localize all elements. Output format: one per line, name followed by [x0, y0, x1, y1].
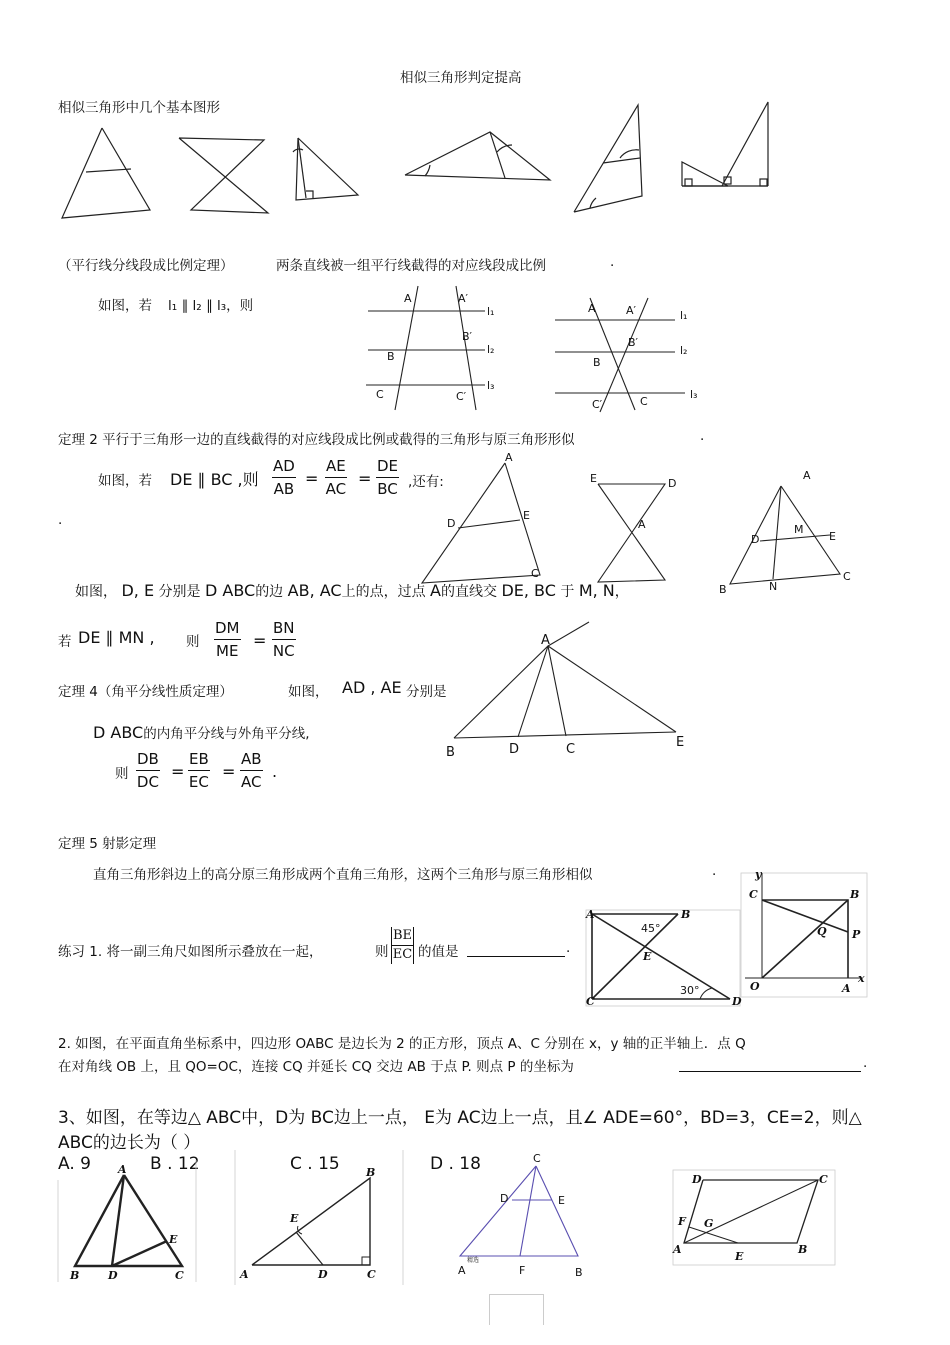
svg-text:D: D — [732, 995, 742, 1008]
svg-text:l₂: l₂ — [680, 344, 688, 357]
theorem2-prefix: 如图，若 — [98, 473, 152, 489]
svg-text:A′: A′ — [458, 292, 469, 305]
theorem4-dot: . — [272, 762, 278, 781]
svg-text:B′: B′ — [462, 330, 473, 343]
theorem4-text1: 如图， — [288, 684, 329, 700]
exercise3-option-a[interactable]: A. 9 — [58, 1154, 91, 1174]
svg-text:A: A — [458, 1264, 466, 1277]
exercise3-option-d[interactable]: D . 18 — [430, 1154, 481, 1174]
svg-text:E: E — [735, 1250, 744, 1263]
svg-text:P: P — [852, 928, 861, 941]
theorem2-text: 定理 2 平行于三角形一边的直线截得的对应线段成比例或截得的三角形与原三角形形似 — [58, 432, 575, 448]
fraction-db-dc: $\frac{DB}{DC}$ — [136, 750, 159, 791]
fraction-eb-ec: $\frac{EB}{EC}$ — [188, 750, 209, 791]
page-footer-box — [489, 1294, 544, 1325]
eq-sign: = — [358, 469, 372, 488]
svg-text:B: B — [719, 583, 727, 596]
svg-text:精选: 精选 — [467, 1257, 480, 1264]
svg-text:M: M — [794, 523, 804, 536]
theorem2-suffix: ,还有: — [408, 474, 444, 490]
svg-text:C: C — [819, 1173, 828, 1186]
svg-text:B′: B′ — [628, 336, 639, 349]
svg-text:E: E — [590, 472, 597, 485]
theorem4-line2: D ABC的内角平分线与外角平分线, — [93, 723, 310, 742]
theorem1-end: . — [610, 254, 615, 270]
svg-text:A: A — [404, 292, 412, 305]
svg-text:l₂: l₂ — [487, 343, 495, 356]
theorem4-ad-ae: AD , AE — [342, 678, 402, 697]
svg-text:E: E — [290, 1212, 299, 1225]
svg-text:D: D — [108, 1269, 118, 1282]
theorem3-if-cond: DE ∥ MN , — [78, 628, 155, 647]
exercise2-line2: 在对角线 OB 上，且 QO=OC，连接 CQ 并延长 CQ 交边 AB 于点 P. 则点 P 的坐标为 — [58, 1059, 574, 1075]
svg-text:B: B — [366, 1166, 376, 1179]
exercise1-end: . — [566, 940, 571, 956]
theorem5-name: 定理 5 射影定理 — [58, 836, 157, 852]
svg-text:l₁: l₁ — [680, 309, 688, 322]
svg-text:D: D — [751, 533, 760, 546]
svg-text:D: D — [447, 517, 456, 530]
svg-text:B: B — [850, 888, 860, 901]
page-title: 相似三角形判定提高 — [400, 70, 522, 86]
svg-text:A: A — [586, 908, 595, 921]
fraction-be-ec: $\frac{BE}{EC}$ — [392, 928, 413, 962]
svg-text:A: A — [803, 469, 811, 482]
section-basic-figures: 相似三角形中几个基本图形 — [58, 100, 220, 116]
fraction-dm-me: $\frac{DM}{ME}$ — [215, 619, 240, 660]
theorem3-line: 如图， D, E 分别是 D ABC的边 AB, AC上的点，过点 A的直线交 DE, BC 于 M, N， — [75, 581, 629, 600]
svg-text:30°: 30° — [680, 984, 700, 997]
theorem4-text2: 分别是 — [406, 684, 447, 700]
exercise3-option-b[interactable]: B . 12 — [150, 1154, 200, 1174]
theorem2-dot: . — [58, 512, 63, 528]
fraction-de-bc: $\frac{DE}{BC}$ — [377, 457, 399, 498]
svg-text:N: N — [769, 580, 778, 593]
svg-text:D: D — [509, 742, 520, 757]
theorem1-name: （平行线分线段成比例定理） — [58, 258, 234, 274]
exercise2-end: . — [863, 1055, 868, 1071]
svg-text:F: F — [678, 1215, 686, 1228]
exercise1-then: 则 — [375, 944, 389, 960]
fraction-bn-nc: $\frac{BN}{NC}$ — [272, 619, 295, 660]
exercise2-line1: 2. 如图，在平面直角坐标系中，四边形 OABC 是边长为 2 的正方形，顶点 A、C 分别在 x，y 轴的正半轴上．点 Q — [58, 1036, 746, 1052]
svg-text:C: C — [586, 995, 595, 1008]
svg-text:C: C — [367, 1268, 376, 1281]
svg-text:C: C — [566, 742, 576, 757]
svg-text:A: A — [505, 451, 513, 464]
exercise1-text: 练习 1. 将一副三角尺如图所示叠放在一起， — [58, 944, 323, 960]
svg-text:C: C — [533, 1152, 541, 1165]
svg-text:A: A — [638, 518, 646, 531]
fraction-ab-ac: $\frac{AB}{AC}$ — [241, 750, 262, 791]
eq-sign: = — [171, 762, 185, 781]
svg-text:E: E — [676, 735, 685, 750]
theorem1-figure-prefix: 如图，若 — [98, 298, 152, 314]
svg-text:C: C — [175, 1269, 184, 1282]
eq-sign: = — [253, 631, 267, 650]
theorem5-text: 直角三角形斜边上的高分原三角形成两个直角三角形，这两个三角形与原三角形相似 — [93, 867, 593, 883]
svg-text:B: B — [387, 350, 395, 363]
svg-text:G: G — [704, 1217, 714, 1230]
svg-text:A: A — [842, 982, 851, 995]
fraction-ae-ac: $\frac{AE}{AC}$ — [325, 457, 347, 498]
theorem5-end: . — [712, 863, 717, 879]
theorem4-name: 定理 4（角平分线性质定理） — [58, 684, 233, 700]
svg-text:C: C — [749, 888, 758, 901]
exercise3-line2: ABC的边长为（ ） — [58, 1133, 201, 1153]
svg-text:E: E — [169, 1233, 178, 1246]
svg-text:E: E — [829, 530, 836, 543]
svg-text:D: D — [500, 1192, 509, 1205]
svg-text:A: A — [673, 1243, 682, 1256]
svg-text:E: E — [523, 509, 530, 522]
svg-text:B: B — [575, 1266, 583, 1279]
svg-text:C′: C′ — [592, 398, 603, 411]
svg-text:E: E — [643, 950, 652, 963]
exercise1-value-label: 的值是 — [418, 944, 459, 960]
svg-text:D: D — [668, 477, 677, 490]
svg-text:D: D — [692, 1173, 702, 1186]
svg-text:D: D — [318, 1268, 328, 1281]
svg-text:l₁: l₁ — [487, 305, 495, 318]
theorem2-end: . — [700, 428, 705, 444]
svg-text:C: C — [843, 570, 851, 583]
svg-text:l₃: l₃ — [690, 388, 698, 401]
svg-text:y: y — [755, 868, 762, 881]
svg-text:B: B — [70, 1269, 80, 1282]
svg-text:Q: Q — [817, 925, 827, 938]
theorem3-if: 若 — [58, 634, 72, 650]
svg-text:l₃: l₃ — [487, 379, 495, 392]
fraction-ad-ab: $\frac{AD}{AB}$ — [273, 457, 295, 498]
svg-text:C: C — [376, 388, 384, 401]
svg-text:C′: C′ — [456, 390, 467, 403]
svg-text:C: C — [531, 567, 539, 580]
theorem4-then: 则 — [115, 766, 129, 782]
exercise3-line1: 3、如图，在等边△ ABC中，D为 BC边上一点， E为 AC边上一点，且∠ ADE=60°，BD=3，CE=2，则△ — [58, 1108, 862, 1128]
svg-text:x: x — [858, 972, 865, 985]
svg-text:B: B — [681, 908, 691, 921]
svg-text:B: B — [446, 745, 455, 760]
svg-text:A: A — [240, 1268, 249, 1281]
svg-text:B: B — [593, 356, 601, 369]
theorem1-text: 两条直线被一组平行线截得的对应线段成比例 — [276, 258, 546, 274]
exercise3-option-c[interactable]: C . 15 — [290, 1154, 340, 1174]
svg-text:F: F — [519, 1264, 526, 1277]
svg-text:A: A — [541, 633, 550, 648]
svg-text:A: A — [588, 302, 596, 315]
eq-sign: = — [222, 762, 236, 781]
svg-text:O: O — [750, 980, 760, 993]
svg-text:A: A — [118, 1163, 127, 1176]
svg-text:E: E — [558, 1194, 565, 1207]
theorem1-condition: l₁ ∥ l₂ ∥ l₃，则 — [168, 298, 254, 314]
svg-text:B: B — [798, 1243, 808, 1256]
svg-text:A′: A′ — [626, 304, 637, 317]
svg-text:45°: 45° — [641, 922, 661, 935]
eq-sign: = — [305, 469, 319, 488]
theorem3-then: 则 — [186, 634, 200, 650]
theorem2-cond: DE ∥ BC ,则 — [170, 470, 259, 489]
svg-text:C: C — [640, 395, 648, 408]
